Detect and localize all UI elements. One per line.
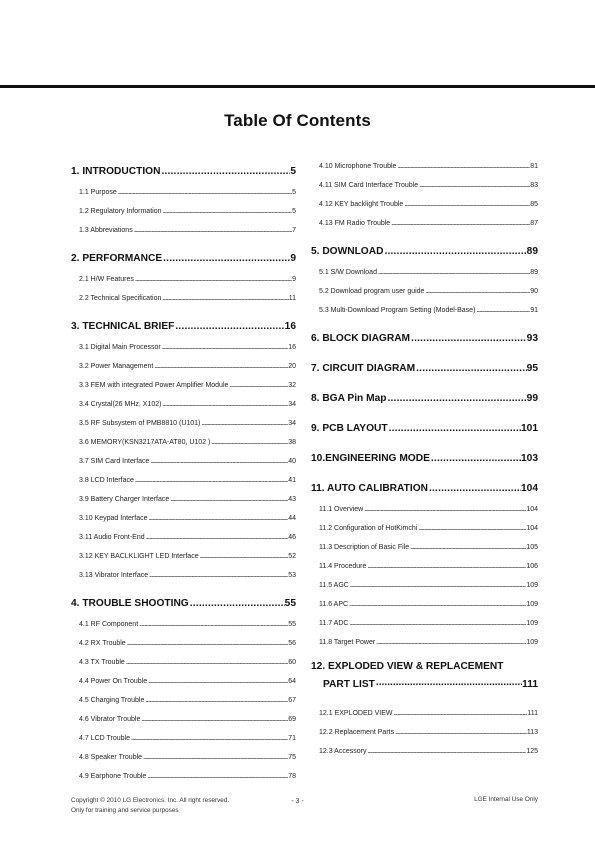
toc-page-number: 55 bbox=[284, 598, 296, 609]
leader-dots bbox=[396, 161, 530, 170]
toc-item[interactable] bbox=[71, 647, 296, 666]
toc-item-label: 11.5 AGC bbox=[319, 582, 349, 589]
training-note: Only for training and service purposes bbox=[71, 807, 179, 814]
toc-item[interactable] bbox=[71, 704, 296, 723]
toc-item-label: 3.7 SIM Card Interface bbox=[79, 458, 150, 465]
toc-item-label: 3.3 FEM with integrated Power Amplifier Module bbox=[79, 382, 229, 389]
toc-section[interactable] bbox=[71, 583, 296, 609]
toc-item[interactable] bbox=[71, 427, 296, 446]
toc-item-label: 4.13 FM Radio Trouble bbox=[319, 220, 391, 227]
toc-page-number: 9 bbox=[292, 276, 296, 283]
toc-item[interactable] bbox=[311, 295, 538, 314]
leader-dots bbox=[349, 580, 526, 589]
leader-dots bbox=[134, 475, 288, 484]
toc-page-number: 104 bbox=[521, 483, 538, 494]
leader-dots bbox=[394, 727, 527, 736]
leader-dots bbox=[386, 391, 526, 404]
toc-page-number: 89 bbox=[530, 269, 538, 276]
toc-page-number: 85 bbox=[530, 201, 538, 208]
leader-dots bbox=[174, 319, 284, 332]
toc-item[interactable] bbox=[311, 570, 538, 589]
leader-dots bbox=[153, 361, 288, 370]
toc-page-number: 69 bbox=[288, 716, 296, 723]
toc-item[interactable] bbox=[71, 522, 296, 541]
toc-page-number: 5 bbox=[292, 208, 296, 215]
toc-item-label: 3.13 Vibrator Interface bbox=[79, 572, 149, 579]
toc-item[interactable] bbox=[71, 446, 296, 465]
toc-page-number: 81 bbox=[530, 163, 538, 170]
leader-dots bbox=[169, 494, 288, 503]
toc-page-number: 64 bbox=[288, 678, 296, 685]
toc-item-label: 2.2 Technical Specification bbox=[79, 295, 162, 302]
toc-item-label: 3.9 Battery Charger Interface bbox=[79, 496, 170, 503]
toc-page-number: 113 bbox=[526, 729, 538, 736]
toc-item-label: 3.4 Crystal(26 MHz, X102) bbox=[79, 401, 162, 408]
toc-section-label: 11. AUTO CALIBRATION bbox=[311, 483, 428, 494]
toc-page-number: 93 bbox=[526, 333, 538, 344]
leader-dots bbox=[133, 225, 292, 234]
toc-item[interactable] bbox=[71, 389, 296, 408]
toc-item-label: 3.2 Power Management bbox=[79, 363, 154, 370]
leader-dots bbox=[125, 657, 288, 666]
toc-right-column bbox=[311, 151, 538, 755]
toc-page-number: 75 bbox=[288, 754, 296, 761]
toc-item-label: 11.7 ADC bbox=[319, 620, 349, 627]
toc-section[interactable] bbox=[311, 468, 538, 494]
toc-item-label: 1.2 Regulatory Information bbox=[79, 208, 162, 215]
toc-page-number: 38 bbox=[288, 439, 296, 446]
leader-dots bbox=[126, 638, 289, 647]
toc-item-label: 11.8 Target Power bbox=[319, 639, 376, 646]
toc-item[interactable] bbox=[71, 666, 296, 685]
toc-page-number: 20 bbox=[288, 363, 296, 370]
leader-dots bbox=[375, 677, 522, 690]
toc-page-number: 90 bbox=[530, 288, 538, 295]
toc-page-number: 44 bbox=[288, 515, 296, 522]
leader-dots bbox=[140, 714, 288, 723]
toc-page-number: 7 bbox=[292, 227, 296, 234]
leader-dots bbox=[390, 218, 530, 227]
toc-item-label: 11.4 Procedure bbox=[319, 563, 367, 570]
leader-dots bbox=[162, 251, 290, 264]
leader-dots bbox=[363, 504, 526, 513]
toc-page-number: 16 bbox=[288, 344, 296, 351]
leader-dots bbox=[415, 361, 527, 374]
toc-item[interactable] bbox=[311, 717, 538, 736]
toc-page-number: 53 bbox=[288, 572, 296, 579]
toc-page-number: 104 bbox=[526, 506, 538, 513]
leader-dots bbox=[403, 199, 530, 208]
toc-page-number: 11 bbox=[288, 295, 296, 302]
leader-dots bbox=[148, 513, 289, 522]
leader-dots bbox=[117, 187, 292, 196]
toc-item-label: 11.3 Description of Basic File bbox=[319, 544, 410, 551]
toc-page-number: 43 bbox=[288, 496, 296, 503]
toc-section[interactable] bbox=[71, 151, 296, 177]
toc-item-label: 4.8 Speaker Trouble bbox=[79, 754, 143, 761]
toc-page-number: 106 bbox=[526, 563, 538, 570]
leader-dots bbox=[148, 570, 288, 579]
toc-item[interactable] bbox=[71, 408, 296, 427]
leader-dots bbox=[149, 456, 288, 465]
toc-item-label: 1.3 Abbreviations bbox=[79, 227, 133, 234]
leader-dots bbox=[199, 551, 289, 560]
toc-page-number: 67 bbox=[288, 697, 296, 704]
toc-item[interactable] bbox=[71, 609, 296, 628]
toc-item[interactable] bbox=[71, 761, 296, 780]
toc-page-number: 89 bbox=[526, 246, 538, 257]
leader-dots bbox=[366, 746, 526, 755]
toc-item-label: 11.2 Configuration of HotKimchi bbox=[319, 525, 418, 532]
toc-section[interactable] bbox=[311, 438, 538, 464]
toc-item[interactable] bbox=[71, 742, 296, 761]
toc-page-number: 56 bbox=[288, 640, 296, 647]
toc-section-label: 2. PERFORMANCE bbox=[71, 253, 163, 264]
toc-section-label: 4. TROUBLE SHOOTING bbox=[71, 598, 189, 609]
toc-item[interactable] bbox=[311, 151, 538, 170]
toc-item-label: 4.2 RX Trouble bbox=[79, 640, 126, 647]
toc-page-number: 71 bbox=[288, 735, 296, 742]
toc-page-number: 111 bbox=[522, 679, 538, 690]
toc-item-label: 3.5 RF Subsystem of PMB8810 (U101) bbox=[79, 420, 201, 427]
toc-item[interactable] bbox=[71, 628, 296, 647]
toc-item-label: 1.1 Purpose bbox=[79, 189, 117, 196]
toc-page-number: 109 bbox=[526, 601, 538, 608]
toc-item[interactable] bbox=[311, 257, 538, 276]
page-title: Table Of Contents bbox=[224, 111, 371, 130]
leader-dots bbox=[430, 451, 521, 464]
toc-item-label: 4.6 Vibrator Trouble bbox=[79, 716, 141, 723]
leader-dots bbox=[147, 676, 288, 685]
toc-item-label: 2.1 H/W Features bbox=[79, 276, 134, 283]
toc-item[interactable] bbox=[311, 627, 538, 646]
toc-page-number: 109 bbox=[526, 582, 538, 589]
toc-page-number: 5 bbox=[290, 166, 296, 177]
leader-dots bbox=[160, 164, 290, 177]
toc-item-label: 4.5 Charging Trouble bbox=[79, 697, 145, 704]
toc-section[interactable] bbox=[311, 318, 538, 344]
toc-item-label: 12.3 Accessory bbox=[319, 748, 367, 755]
leader-dots bbox=[377, 267, 530, 276]
toc-item[interactable] bbox=[311, 551, 538, 570]
leader-dots bbox=[366, 561, 526, 570]
toc-item[interactable] bbox=[71, 215, 296, 234]
toc-item-label: 4.3 TX Trouble bbox=[79, 659, 125, 666]
toc-item[interactable] bbox=[71, 196, 296, 215]
toc-item[interactable] bbox=[311, 208, 538, 227]
toc-item-label: 4.10 Microphone Trouble bbox=[319, 163, 397, 170]
copyright-text: Copyright © 2010 LG Electronics. Inc. All right reserved. bbox=[71, 797, 230, 804]
toc-page-number: 103 bbox=[521, 453, 538, 464]
toc-page-number: 32 bbox=[288, 382, 296, 389]
leader-dots bbox=[138, 619, 288, 628]
leader-dots bbox=[142, 752, 288, 761]
toc-item[interactable] bbox=[311, 513, 538, 532]
leader-dots bbox=[418, 180, 530, 189]
toc-left-column bbox=[71, 151, 296, 780]
leader-dots bbox=[144, 695, 288, 704]
leader-dots bbox=[348, 599, 526, 608]
toc-section[interactable] bbox=[311, 646, 538, 690]
leader-dots bbox=[428, 481, 521, 494]
leader-dots bbox=[475, 305, 530, 314]
toc-item-label: 3.12 KEY BACLKLIGHT LED Interface bbox=[79, 553, 199, 560]
toc-section-label-cont: PART LIST bbox=[323, 679, 375, 690]
toc-section[interactable] bbox=[71, 306, 296, 332]
toc-page-number: 34 bbox=[288, 401, 296, 408]
toc-page-number: 52 bbox=[288, 553, 296, 560]
leader-dots bbox=[388, 421, 521, 434]
toc-section-label: 9. PCB LAYOUT bbox=[311, 423, 388, 434]
toc-item[interactable] bbox=[311, 589, 538, 608]
leader-dots bbox=[409, 542, 526, 551]
leader-dots bbox=[424, 286, 530, 295]
toc-section-label: 10.ENGINEERING MODE bbox=[311, 453, 430, 464]
toc-item-label: 3.10 Keypad Interface bbox=[79, 515, 148, 522]
leader-dots bbox=[375, 637, 526, 646]
toc-item[interactable] bbox=[311, 189, 538, 208]
leader-dots bbox=[393, 708, 528, 717]
toc-page-number: 111 bbox=[527, 710, 538, 717]
toc-page-number: 104 bbox=[526, 525, 538, 532]
leader-dots bbox=[162, 206, 293, 215]
toc-item[interactable] bbox=[311, 276, 538, 295]
toc-page-number: 41 bbox=[288, 477, 296, 484]
top-rule bbox=[0, 85, 595, 88]
toc-page-number: 34 bbox=[288, 420, 296, 427]
leader-dots bbox=[161, 342, 289, 351]
toc-item-label: 4.1 RF Component bbox=[79, 621, 139, 628]
page-number: - 3 - bbox=[291, 798, 304, 805]
leader-dots bbox=[189, 596, 285, 609]
toc-item[interactable] bbox=[71, 465, 296, 484]
leader-dots bbox=[210, 437, 288, 446]
toc-item[interactable] bbox=[311, 698, 538, 717]
toc-item[interactable] bbox=[71, 177, 296, 196]
toc-item-label: 4.12 KEY backlight Trouble bbox=[319, 201, 404, 208]
toc-page-number: 9 bbox=[290, 253, 296, 264]
toc-item[interactable] bbox=[71, 503, 296, 522]
toc-item-label: 11.1 Overview bbox=[319, 506, 364, 513]
toc-item-label: 3.8 LCD Interface bbox=[79, 477, 134, 484]
toc-page-number: 87 bbox=[530, 220, 538, 227]
toc-page-number: 105 bbox=[526, 544, 538, 551]
toc-item[interactable] bbox=[311, 532, 538, 551]
toc-section[interactable] bbox=[311, 378, 538, 404]
toc-item-label: 3.11 Audio Front-End bbox=[79, 534, 145, 541]
toc-item[interactable] bbox=[71, 351, 296, 370]
toc-page-number: 40 bbox=[288, 458, 296, 465]
leader-dots bbox=[228, 380, 288, 389]
toc-page-number: 83 bbox=[530, 182, 538, 189]
toc-section-label: 3. TECHNICAL BRIEF bbox=[71, 321, 175, 332]
toc-item[interactable] bbox=[311, 608, 538, 627]
leader-dots bbox=[134, 274, 292, 283]
toc-item[interactable] bbox=[311, 494, 538, 513]
toc-page-number: 78 bbox=[288, 773, 296, 780]
toc-item[interactable] bbox=[71, 723, 296, 742]
toc-section[interactable] bbox=[311, 408, 538, 434]
toc-item-label: 12.2 Replacement Parts bbox=[319, 729, 395, 736]
toc-item-label: 3.6 MEMORY(KSN3217ATA-AT80, U102 ) bbox=[79, 439, 211, 446]
toc-section[interactable] bbox=[311, 231, 538, 257]
toc-item[interactable] bbox=[311, 170, 538, 189]
leader-dots bbox=[161, 399, 288, 408]
toc-item-label: 5.2 Download program user guide bbox=[319, 288, 425, 295]
toc-page-number: 101 bbox=[521, 423, 538, 434]
toc-section-label: 7. CIRCUIT DIAGRAM bbox=[311, 363, 416, 374]
toc-section[interactable] bbox=[311, 348, 538, 374]
toc-item[interactable] bbox=[311, 736, 538, 755]
toc-item-label: 12.1 EXPLODED VIEW bbox=[319, 710, 393, 717]
leader-dots bbox=[161, 293, 288, 302]
toc-item-label: 3.1 Digital Main Processor bbox=[79, 344, 161, 351]
toc-item-label: 4.11 SIM Card Interface Trouble bbox=[319, 182, 419, 189]
leader-dots bbox=[348, 618, 526, 627]
leader-dots bbox=[145, 532, 289, 541]
toc-item-label: 4.7 LCD Trouble bbox=[79, 735, 130, 742]
toc-item[interactable] bbox=[71, 484, 296, 503]
toc-page-number: 16 bbox=[284, 321, 296, 332]
toc-item[interactable] bbox=[71, 264, 296, 283]
toc-section-label: 1. INTRODUCTION bbox=[71, 166, 161, 177]
leader-dots bbox=[417, 523, 526, 532]
toc-section-label: 6. BLOCK DIAGRAM bbox=[311, 333, 411, 344]
toc-item[interactable] bbox=[71, 560, 296, 579]
internal-use-note: LGE Internal Use Only bbox=[474, 796, 538, 803]
toc-page-number: 109 bbox=[526, 639, 538, 646]
toc-section-label: 5. DOWNLOAD bbox=[311, 246, 384, 257]
toc-item[interactable] bbox=[71, 541, 296, 560]
toc-item[interactable] bbox=[71, 370, 296, 389]
toc-page-number: 46 bbox=[288, 534, 296, 541]
toc-page-number: 109 bbox=[526, 620, 538, 627]
toc-item-label: 5.1 S/W Download bbox=[319, 269, 377, 276]
leader-dots bbox=[146, 771, 288, 780]
toc-page-number: 99 bbox=[526, 393, 538, 404]
toc-page-number: 125 bbox=[526, 748, 538, 755]
toc-section-label: 8. BGA Pin Map bbox=[311, 393, 387, 404]
toc-section-label: 12. EXPLODED VIEW & REPLACEMENT bbox=[311, 661, 504, 672]
leader-dots bbox=[410, 331, 527, 344]
toc-page-number: 5 bbox=[292, 189, 296, 196]
toc-item[interactable] bbox=[71, 332, 296, 351]
toc-item-label: 4.9 Earphone Trouble bbox=[79, 773, 147, 780]
toc-item[interactable] bbox=[71, 685, 296, 704]
toc-page-number: 91 bbox=[530, 307, 538, 314]
toc-item-label: 4.4 Power On Trouble bbox=[79, 678, 148, 685]
toc-page-number: 55 bbox=[288, 621, 296, 628]
toc-page-number: 60 bbox=[288, 659, 296, 666]
toc-item-label: 5.3 Multi-Download Program Setting (Model-Base) bbox=[319, 307, 476, 314]
leader-dots bbox=[200, 418, 288, 427]
leader-dots bbox=[383, 244, 526, 257]
toc-item-label: 11.6 APC bbox=[319, 601, 349, 608]
toc-item[interactable] bbox=[71, 283, 296, 302]
leader-dots bbox=[130, 733, 288, 742]
toc-section[interactable] bbox=[71, 238, 296, 264]
toc-page-number: 95 bbox=[526, 363, 538, 374]
